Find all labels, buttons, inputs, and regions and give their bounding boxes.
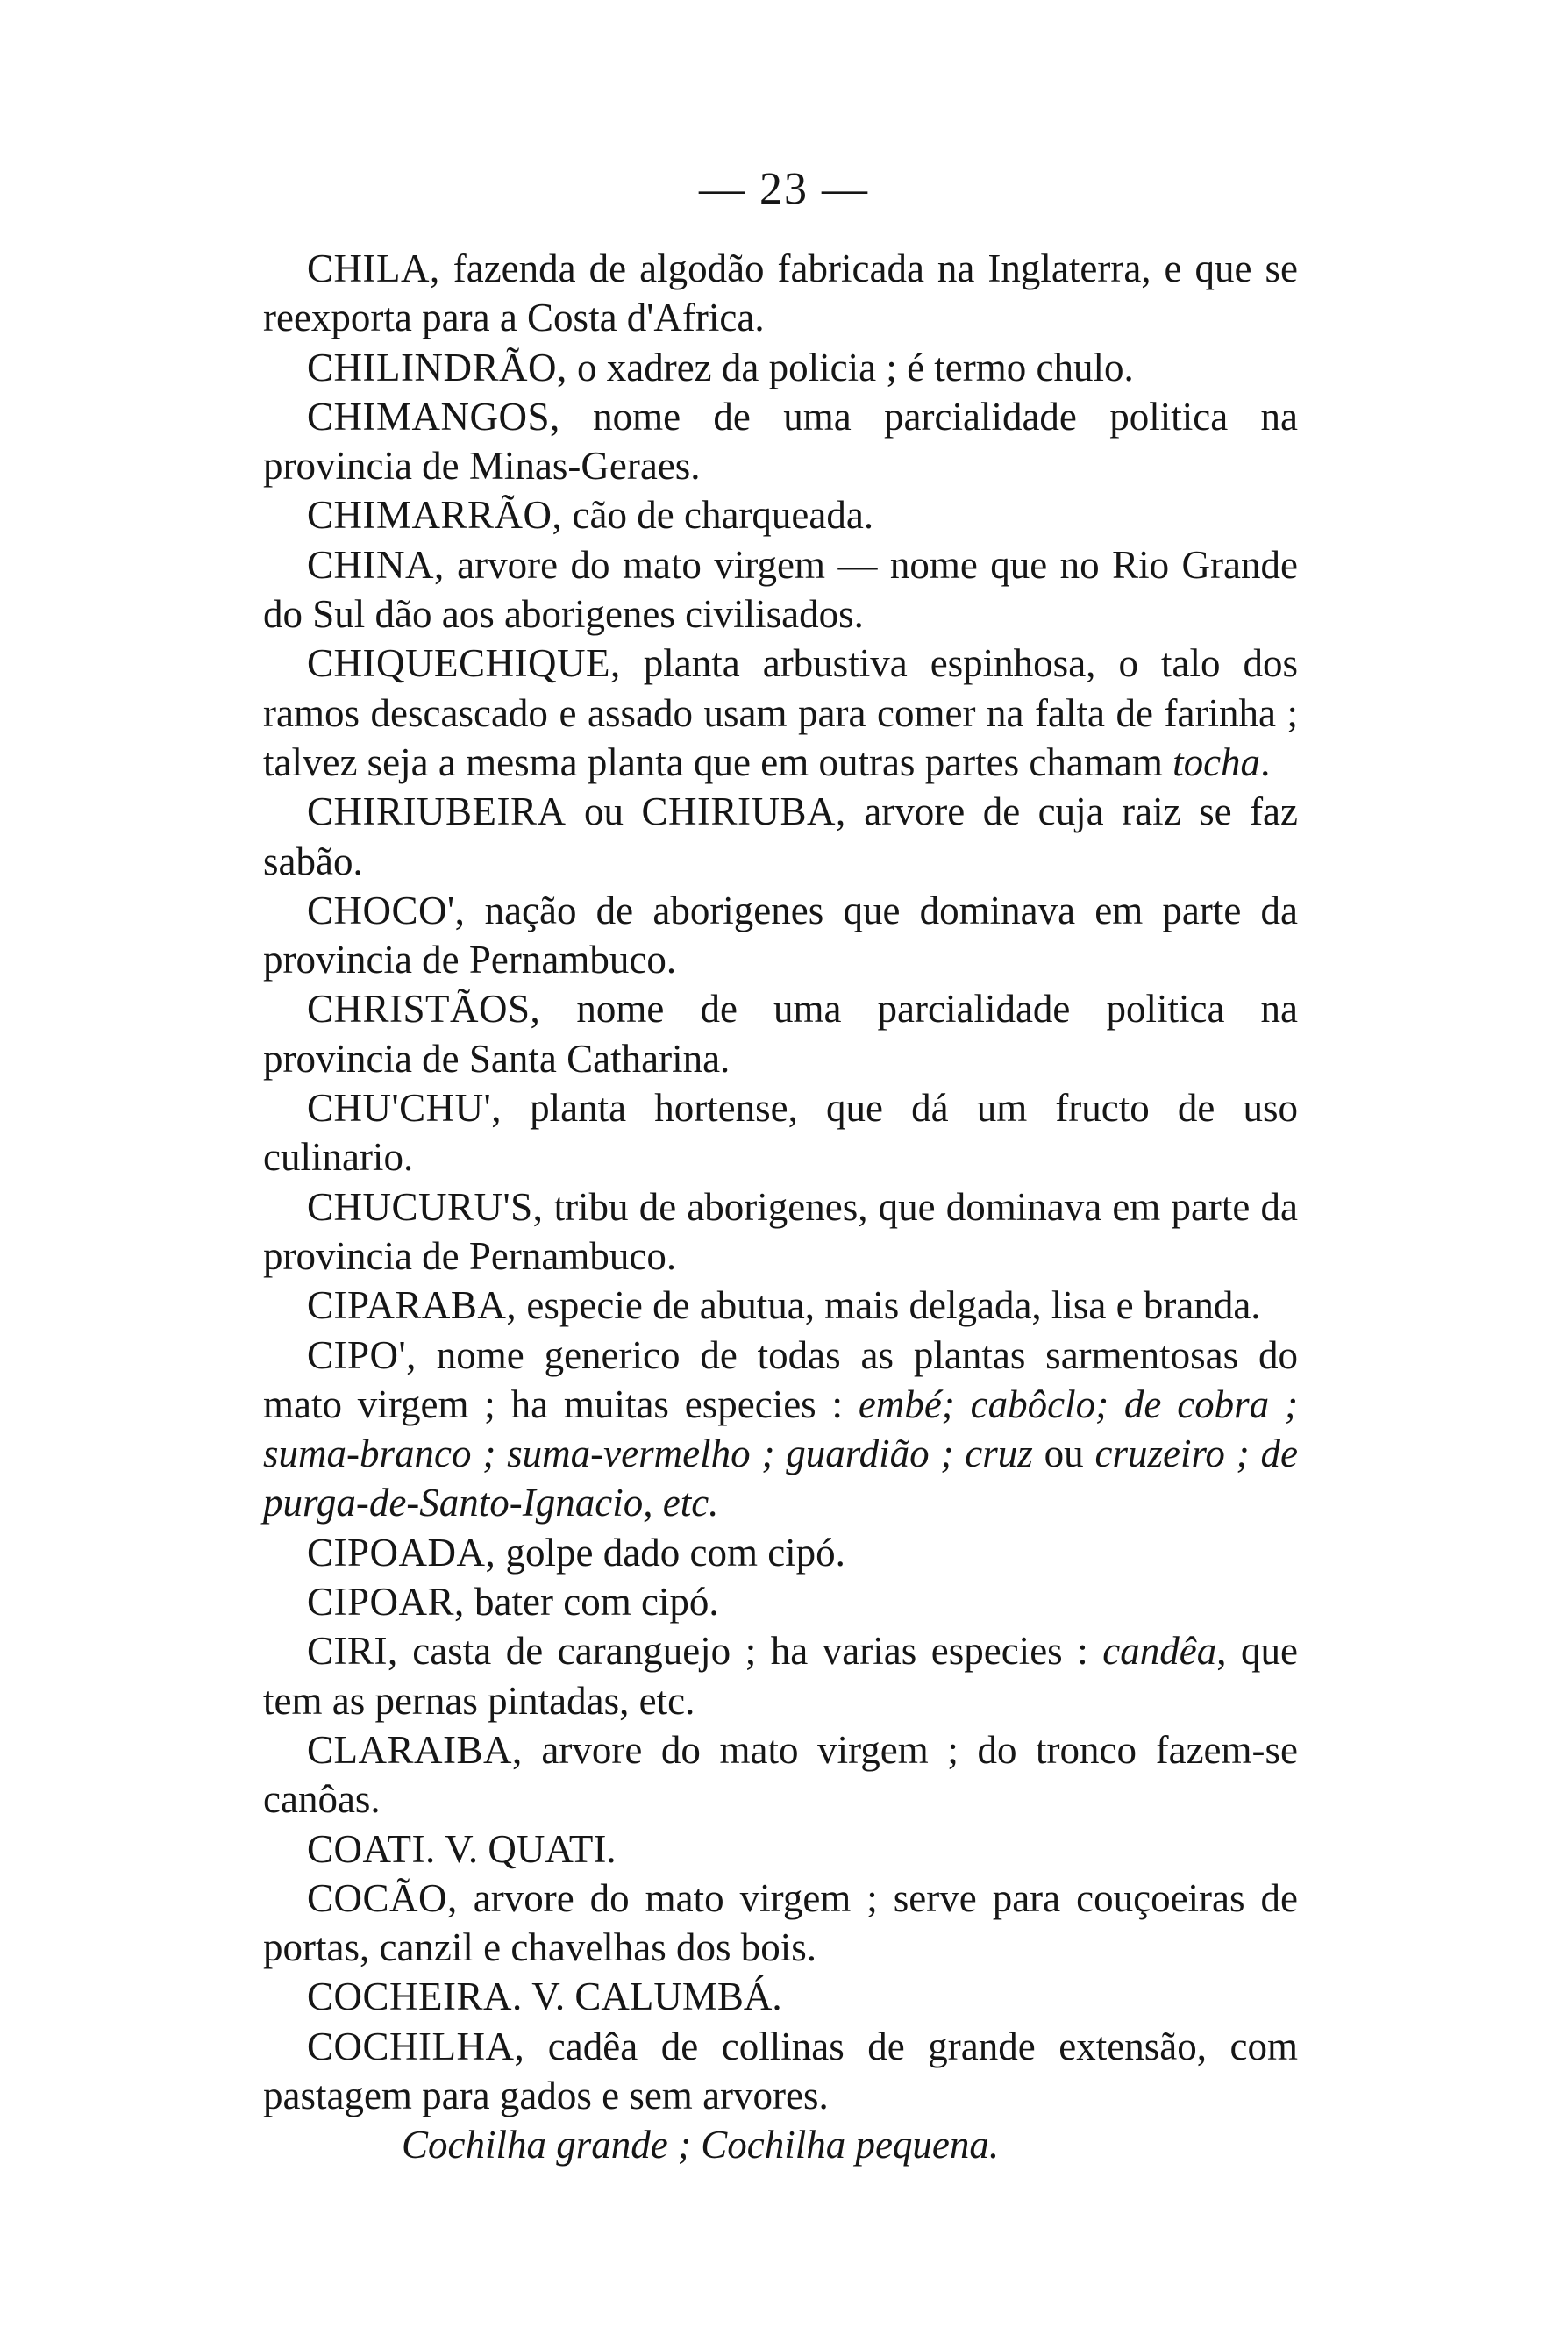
- dictionary-entry-chila: [263, 244, 1298, 343]
- headword: CHOCO',: [307, 888, 466, 932]
- headword: COCHILHA,: [307, 2024, 525, 2068]
- italic-term: candêa: [1102, 1629, 1217, 1674]
- definition-tail: arvore de cuja raiz se faz sabão.: [263, 789, 1298, 883]
- dictionary-entry-coati: [263, 1824, 1298, 1874]
- headword: CHIMANGOS,: [307, 394, 560, 439]
- headword: CLARAIBA,: [307, 1727, 523, 1772]
- headword: CHILINDRÃO,: [307, 345, 567, 389]
- headword: CHIRIUBEIRA: [307, 789, 567, 834]
- definition: V. QUATI.: [435, 1826, 617, 1871]
- definition: bater com cipó.: [464, 1580, 719, 1625]
- definition: planta hortense, que dá um fructo de uso culinario.: [263, 1086, 1298, 1180]
- headword: COCÃO,: [307, 1875, 458, 1920]
- dictionary-entry-cipoada: [263, 1528, 1298, 1577]
- dictionary-entry-chimangos: [263, 392, 1298, 491]
- dictionary-entry-chucurus: [263, 1182, 1298, 1282]
- headword: CIPARABA,: [307, 1283, 517, 1328]
- definition: arvore do mato virgem ; serve para couçoeiras de portas, canzil e chavelhas dos bois.: [263, 1875, 1298, 1970]
- dictionary-entry-claraiba: [263, 1725, 1298, 1824]
- dictionary-entry-cocao: [263, 1874, 1298, 1973]
- dictionary-entry-chuchu: [263, 1083, 1298, 1182]
- definition: ou: [566, 789, 642, 834]
- headword-alternate: CHIRIUBA,: [641, 789, 846, 834]
- headword: COATI.: [307, 1826, 436, 1871]
- headword: CHUCURU'S,: [307, 1184, 544, 1229]
- definition: arvore do mato virgem — nome que no Rio Grande do Sul dão aos aborigenes civilisados.: [263, 542, 1298, 637]
- headword: CHIMARRÃO,: [307, 493, 563, 538]
- italic-term-2: cruzeiro ; de purga-de-Santo-Ignacio, etc.: [263, 1432, 1298, 1525]
- definition: nação de aborigenes que dominava em parte da provincia de Pernambuco.: [263, 888, 1298, 982]
- definition: golpe dado com cipó.: [495, 1530, 845, 1575]
- dictionary-entry-chilindrao: [263, 343, 1298, 392]
- definition: V. CALUMBÁ.: [522, 1974, 782, 2019]
- definition-mid: ou: [1032, 1432, 1095, 1476]
- definition: nome generico de todas as plantas sarmentosas do mato virgem ; ha muitas especies :: [263, 1332, 1298, 1426]
- headword: CIPOADA,: [307, 1530, 496, 1575]
- headword: CIPO',: [307, 1332, 417, 1377]
- definition: fazenda de algodão fabricada na Inglaterra, e que se reexporta para a Costa d'Africa.: [263, 246, 1298, 340]
- dictionary-entry-cocheira: [263, 1972, 1298, 2021]
- dictionary-entry-chiriubeira: [263, 787, 1298, 886]
- headword: CHINA,: [307, 542, 445, 587]
- dictionary-entry-china: [263, 540, 1298, 639]
- headword: CHILA,: [307, 246, 440, 290]
- definition: especie de abutua, mais delgada, lisa e branda.: [517, 1283, 1261, 1328]
- headword: COCHEIRA.: [307, 1974, 523, 2019]
- dictionary-entry-cipo: [263, 1331, 1298, 1528]
- italic-term: tocha: [1172, 739, 1261, 784]
- page-number: — 23 —: [699, 164, 869, 214]
- definition: tribu de aborigenes, que dominava em parte da provincia de Pernambuco.: [263, 1184, 1298, 1278]
- example-line: Cochilha grande ; Cochilha pequena.: [402, 2123, 1000, 2167]
- headword: CIPOAR,: [307, 1580, 465, 1625]
- definition: arvore do mato virgem ; do tronco fazem-se canôas.: [263, 1727, 1298, 1822]
- italic-term: embé; cabôclo; de cobra ; suma-branco ; suma-vermelho ; guardião ; cruz: [263, 1382, 1298, 1476]
- headword: CHU'CHU',: [307, 1086, 502, 1131]
- definition: cadêa de collinas de grande extensão, com pastagem para gados e sem arvores.: [263, 2024, 1298, 2117]
- dictionary-entry-cipoar: [263, 1577, 1298, 1626]
- headword: CHIQUECHIQUE,: [307, 641, 621, 686]
- definition: nome de uma parcialidade politica na provincia de Santa Catharina.: [263, 987, 1298, 1081]
- headword: CIRI,: [307, 1629, 398, 1674]
- dictionary-entry-cochilha: [263, 2022, 1298, 2121]
- definition-tail: .: [1260, 739, 1271, 784]
- dictionary-entry-choco: [263, 886, 1298, 985]
- dictionary-entry-christaos: [263, 984, 1298, 1083]
- definition: o xadrez da policia ; é termo chulo.: [567, 345, 1134, 389]
- dictionary-entry-ciparaba: [263, 1281, 1298, 1330]
- dictionary-entry-chiquechique: [263, 639, 1298, 787]
- definition: casta de caranguejo ; ha varias especies :: [397, 1629, 1103, 1674]
- definition: planta arbustiva espinhosa, o talo dos ramos descascado e assado usam para comer na falta de farinha ; talvez seja a mesma planta que em outras partes chamam: [263, 641, 1298, 784]
- definition: nome de uma parcialidade politica na provincia de Minas-Geraes.: [263, 394, 1298, 489]
- dictionary-entry-ciri: [263, 1626, 1298, 1725]
- definition-tail: , que tem as pernas pintadas, etc.: [263, 1629, 1298, 1723]
- headword: CHRISTÃOS,: [307, 987, 541, 1032]
- dictionary-text: [263, 244, 1298, 2170]
- definition: cão de charqueada.: [562, 493, 874, 538]
- dictionary-entry-chimarrao: [263, 490, 1298, 539]
